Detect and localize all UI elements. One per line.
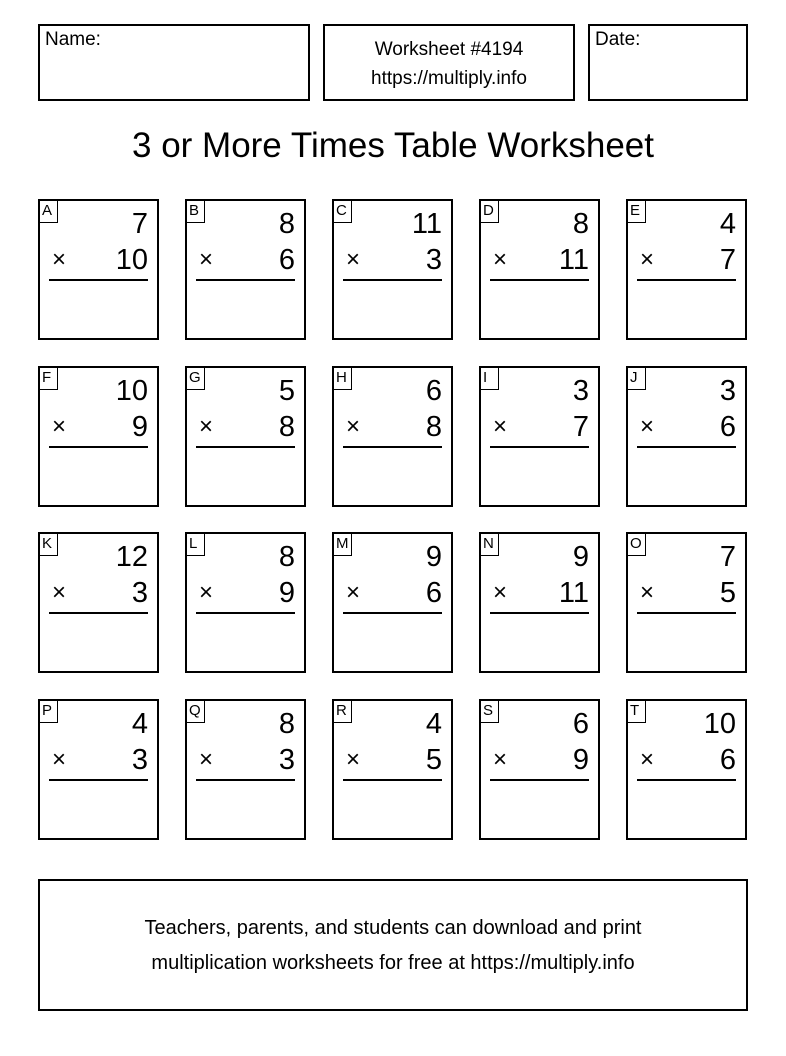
multiplicand: 5: [278, 375, 295, 407]
times-icon: ×: [52, 579, 67, 606]
multiplier: 3: [425, 244, 442, 276]
multiplier: 3: [131, 744, 148, 776]
multiplier: 5: [719, 577, 736, 609]
multiplicand: 6: [572, 708, 589, 740]
problem-letter: T: [626, 699, 646, 723]
multiplicand: 9: [572, 541, 589, 573]
multiplicand: 8: [278, 208, 295, 240]
times-icon: ×: [199, 579, 214, 606]
answer-line: [196, 446, 295, 448]
problem-letter: P: [38, 699, 58, 723]
answer-line: [637, 446, 736, 448]
problem-letter: G: [185, 366, 205, 390]
name-label: Name:: [45, 29, 101, 50]
problem-card[interactable]: [332, 199, 453, 340]
multiplicand: 9: [425, 541, 442, 573]
multiplicand: 4: [131, 708, 148, 740]
problem-card[interactable]: [185, 699, 306, 840]
multiplier: 9: [278, 577, 295, 609]
times-icon: ×: [640, 746, 655, 773]
problem-letter: A: [38, 199, 58, 223]
date-field[interactable]: [588, 24, 748, 101]
problem-card[interactable]: [626, 699, 747, 840]
times-icon: ×: [493, 246, 508, 273]
footer-line-2: multiplication worksheets for free at https://multiply.info: [151, 952, 635, 974]
multiplier: 6: [278, 244, 295, 276]
problem-card[interactable]: [479, 199, 600, 340]
times-icon: ×: [346, 746, 361, 773]
answer-line: [343, 446, 442, 448]
answer-line: [490, 446, 589, 448]
problem-card[interactable]: [185, 532, 306, 673]
answer-line: [343, 612, 442, 614]
answer-line: [490, 279, 589, 281]
date-label: Date:: [595, 29, 641, 50]
problem-card[interactable]: [332, 532, 453, 673]
problem-letter: K: [38, 532, 58, 556]
problem-letter: I: [479, 366, 499, 390]
answer-line: [343, 779, 442, 781]
multiplicand: 8: [278, 541, 295, 573]
multiplicand: 8: [278, 708, 295, 740]
answer-line: [490, 612, 589, 614]
problem-card[interactable]: [38, 199, 159, 340]
times-icon: ×: [640, 246, 655, 273]
problem-card[interactable]: [626, 366, 747, 507]
times-icon: ×: [52, 746, 67, 773]
multiplicand: 12: [115, 541, 148, 573]
answer-line: [49, 279, 148, 281]
worksheet-number: Worksheet #4194: [374, 39, 524, 60]
worksheet-url[interactable]: https://multiply.info: [371, 68, 527, 89]
problem-card[interactable]: [626, 199, 747, 340]
multiplier: 6: [425, 577, 442, 609]
problem-letter: M: [332, 532, 352, 556]
problem-letter: F: [38, 366, 58, 390]
problem-letter: D: [479, 199, 499, 223]
multiplier: 9: [572, 744, 589, 776]
multiplicand: 3: [719, 375, 736, 407]
multiplicand: 7: [719, 541, 736, 573]
footer-line-1: Teachers, parents, and students can download and print: [144, 917, 642, 939]
problem-card[interactable]: [38, 699, 159, 840]
name-field[interactable]: [38, 24, 310, 101]
multiplier: 11: [558, 244, 589, 276]
multiplicand: 8: [572, 208, 589, 240]
answer-line: [196, 279, 295, 281]
problem-letter: C: [332, 199, 352, 223]
multiplicand: 7: [131, 208, 148, 240]
problem-letter: E: [626, 199, 646, 223]
times-icon: ×: [346, 579, 361, 606]
answer-line: [49, 612, 148, 614]
multiplier: 5: [425, 744, 442, 776]
times-icon: ×: [493, 746, 508, 773]
times-icon: ×: [199, 246, 214, 273]
multiplicand: 10: [703, 708, 736, 740]
multiplier: 7: [719, 244, 736, 276]
answer-line: [490, 779, 589, 781]
problem-letter: B: [185, 199, 205, 223]
problem-letter: L: [185, 532, 205, 556]
multiplicand: 11: [411, 208, 442, 240]
multiplier: 9: [131, 411, 148, 443]
answer-line: [343, 279, 442, 281]
times-icon: ×: [640, 579, 655, 606]
answer-line: [196, 612, 295, 614]
problem-letter: J: [626, 366, 646, 390]
problem-letter: H: [332, 366, 352, 390]
multiplicand: 4: [425, 708, 442, 740]
answer-line: [637, 612, 736, 614]
multiplicand: 6: [425, 375, 442, 407]
multiplicand: 4: [719, 208, 736, 240]
problem-letter: S: [479, 699, 499, 723]
footer-box: [38, 879, 748, 1011]
problem-letter: R: [332, 699, 352, 723]
times-icon: ×: [640, 413, 655, 440]
problem-card[interactable]: [479, 532, 600, 673]
answer-line: [49, 446, 148, 448]
problem-card[interactable]: [185, 199, 306, 340]
times-icon: ×: [493, 413, 508, 440]
problem-card[interactable]: [38, 366, 159, 507]
answer-line: [637, 779, 736, 781]
worksheet-info-box: [323, 24, 575, 101]
answer-line: [637, 279, 736, 281]
multiplier: 11: [558, 577, 589, 609]
problem-card[interactable]: [332, 366, 453, 507]
multiplier: 8: [278, 411, 295, 443]
problem-letter: N: [479, 532, 499, 556]
times-icon: ×: [52, 246, 67, 273]
answer-line: [196, 779, 295, 781]
times-icon: ×: [346, 413, 361, 440]
multiplier: 3: [278, 744, 295, 776]
problem-card[interactable]: [185, 366, 306, 507]
multiplier: 7: [572, 411, 589, 443]
times-icon: ×: [493, 579, 508, 606]
times-icon: ×: [346, 246, 361, 273]
times-icon: ×: [199, 413, 214, 440]
multiplicand: 3: [572, 375, 589, 407]
multiplier: 6: [719, 411, 736, 443]
multiplier: 3: [131, 577, 148, 609]
problem-letter: O: [626, 532, 646, 556]
problem-card[interactable]: [38, 532, 159, 673]
problem-card[interactable]: [479, 366, 600, 507]
problem-card[interactable]: [626, 532, 747, 673]
multiplier: 8: [425, 411, 442, 443]
page-title: 3 or More Times Table Worksheet: [132, 126, 654, 165]
multiplicand: 10: [115, 375, 148, 407]
problem-card[interactable]: [332, 699, 453, 840]
multiplier: 10: [115, 244, 148, 276]
problem-card[interactable]: [479, 699, 600, 840]
times-icon: ×: [199, 746, 214, 773]
answer-line: [49, 779, 148, 781]
times-icon: ×: [52, 413, 67, 440]
problem-letter: Q: [185, 699, 205, 723]
multiplier: 6: [719, 744, 736, 776]
